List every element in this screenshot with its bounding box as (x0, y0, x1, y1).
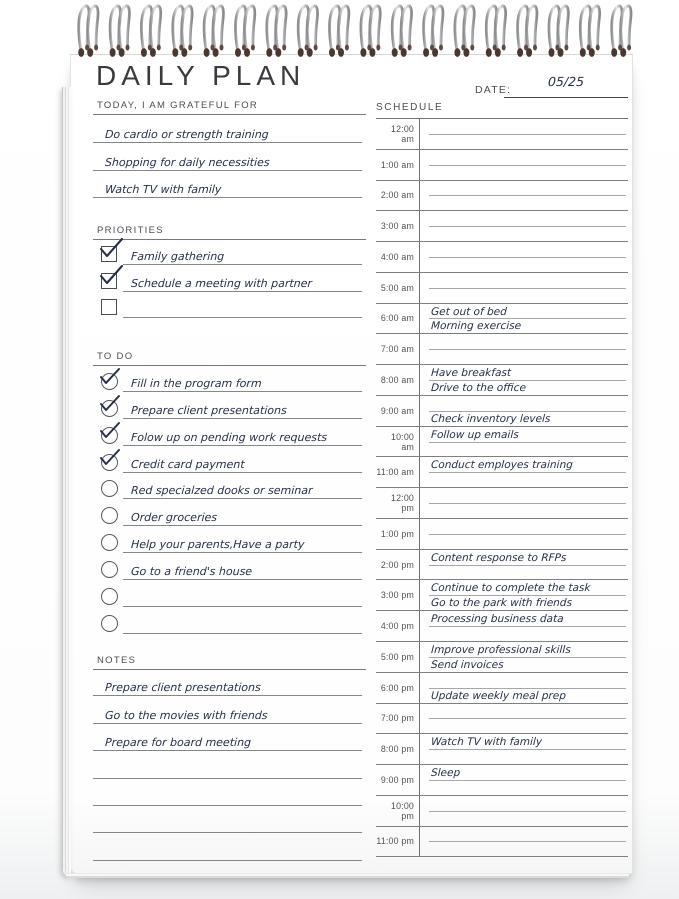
writing-line (93, 860, 362, 861)
slot-mid-line (429, 226, 626, 227)
slot-mid-line (429, 718, 626, 719)
time-label: 2:00 am (380, 190, 414, 201)
notes-line (93, 751, 362, 778)
priority-item (93, 265, 362, 291)
notes-line (93, 806, 362, 833)
todo-item (93, 607, 362, 634)
todo-circle (101, 588, 118, 605)
slot-mid-line (429, 134, 626, 135)
time-label: 4:00 am (380, 251, 414, 262)
handwritten-text: Folow up on pending work requests (130, 430, 328, 444)
checkbox (101, 273, 117, 289)
schedule-slot (376, 181, 628, 212)
slot-mid-line (429, 749, 626, 750)
time-label: 6:00 am (380, 313, 414, 324)
time-label: 5:00 pm (380, 651, 414, 662)
schedule-slot (376, 334, 628, 365)
slot-mid-line (429, 811, 626, 812)
slot-mid-line (429, 165, 626, 166)
slot-entry-1: Processing business data (430, 613, 564, 626)
slot-entry-2: Drive to the office (430, 381, 527, 394)
notes-line (93, 724, 362, 751)
handwritten-text: Prepare client presentations (104, 681, 262, 695)
priorities-list (93, 239, 362, 318)
grateful-list (93, 116, 362, 198)
slot-mid-line (429, 442, 626, 443)
slot-mid-line (429, 688, 626, 689)
checkbox (101, 299, 117, 315)
slot-mid-line (429, 841, 626, 842)
slot-mid-line (429, 472, 626, 473)
schedule-slot (376, 519, 628, 550)
handwritten-text: Fill in the program form (130, 376, 262, 390)
schedule-slot (376, 611, 628, 642)
todo-circle (101, 400, 118, 417)
writing-line (93, 197, 362, 198)
schedule-slot (376, 396, 628, 427)
time-label: 9:00 pm (380, 774, 414, 785)
slot-entry-1: Content response to RFPs (430, 551, 567, 564)
section-header-priorities: PRIORITIES (93, 225, 366, 240)
grateful-line (93, 143, 362, 170)
notes-line (93, 833, 362, 860)
schedule-slot (376, 488, 628, 519)
slot-mid-line (429, 380, 626, 381)
schedule-slot (376, 765, 628, 796)
time-label: 10:00 am (390, 431, 414, 452)
time-label: 2:00 pm (380, 559, 414, 570)
todo-circle (101, 373, 118, 390)
section-header-notes: NOTES (93, 655, 366, 670)
todo-circle (101, 507, 118, 524)
slot-mid-line (429, 288, 626, 289)
todo-item (93, 499, 362, 526)
schedule-slot (376, 704, 628, 735)
todo-item (93, 553, 362, 580)
todo-item (93, 580, 362, 607)
schedule-slot (376, 427, 628, 458)
schedule-slot (376, 211, 628, 242)
time-label: 12:00 pm (390, 493, 414, 514)
grateful-line (93, 116, 362, 143)
section-header-todo: TO DO (93, 351, 366, 366)
date-value: 05/25 (547, 74, 585, 89)
slot-entry-1: Watch TV with family (430, 736, 543, 749)
schedule-slot (376, 304, 628, 335)
time-label: 8:00 am (380, 375, 414, 385)
schedule-slot (376, 580, 628, 611)
slot-mid-line (429, 503, 626, 504)
slot-mid-line (429, 565, 626, 566)
grateful-line (93, 171, 362, 198)
slot-entry-1: Follow up emails (430, 428, 520, 441)
notes-line (93, 779, 362, 806)
handwritten-text: Shopping for daily necessities (104, 155, 270, 169)
todo-item (93, 473, 362, 500)
todo-item (93, 392, 362, 419)
time-label: 5:00 am (380, 282, 414, 293)
time-label: 3:00 am (380, 221, 414, 232)
handwritten-text: Order groceries (130, 511, 218, 525)
slot-mid-line (429, 780, 626, 781)
time-label: 7:00 pm (380, 713, 414, 724)
todo-list (93, 365, 362, 634)
time-label: 12:00 am (390, 123, 414, 144)
priority-item (93, 292, 362, 318)
schedule-slot (376, 273, 628, 304)
time-label: 3:00 pm (380, 590, 414, 601)
slot-entry-1: Have breakfast (430, 367, 512, 380)
time-label: 7:00 am (380, 344, 414, 355)
slot-mid-line (429, 626, 626, 627)
schedule-slot (376, 457, 628, 488)
schedule-slot (376, 796, 628, 827)
todo-item (93, 419, 362, 446)
slot-mid-line (429, 411, 626, 412)
todo-circle (101, 615, 118, 632)
slot-entry-2: Send invoices (430, 658, 504, 671)
todo-circle (101, 454, 118, 471)
priority-item (93, 239, 362, 265)
page-title: DAILY PLAN (96, 60, 306, 91)
slot-entry-1: Sleep (430, 767, 461, 780)
handwritten-text: Red specialzed dooks or seminar (130, 484, 313, 498)
slot-entry-2: Check inventory levels (430, 412, 551, 425)
time-label: 6:00 pm (380, 682, 414, 693)
time-label: 11:00 pm (376, 836, 414, 847)
slot-mid-line (429, 534, 626, 535)
todo-circle (101, 480, 118, 497)
slot-mid-line (429, 349, 626, 350)
handwritten-text: Do cardio or strength training (104, 128, 270, 142)
todo-circle (101, 561, 118, 578)
handwritten-text: Schedule a meeting with partner (130, 276, 313, 290)
slot-entry-2: Update weekly meal prep (430, 689, 567, 702)
notes-list (93, 669, 362, 861)
time-label: 8:00 pm (380, 744, 414, 755)
slot-mid-line (429, 195, 626, 196)
handwritten-text: Prepare client presentations (130, 403, 288, 417)
section-header-grateful: TODAY, I AM GRATEFUL FOR (93, 100, 366, 115)
slot-entry-2: Go to the park with friends (430, 597, 573, 610)
notepad-page (70, 54, 633, 874)
slot-entry-1: Get out of bed (430, 305, 508, 318)
todo-item (93, 365, 362, 392)
checkbox (101, 246, 117, 262)
slot-entry-1: Continue to complete the task (430, 582, 591, 595)
time-label: 10:00 pm (390, 800, 414, 821)
schedule-slot (376, 827, 628, 858)
slot-entry-1: Conduct employes training (430, 459, 574, 472)
time-label: 1:00 am (380, 159, 414, 170)
spiral-binding (0, 0, 679, 62)
schedule-slot (376, 550, 628, 581)
slot-entry-1: Improve professional skills (430, 644, 572, 657)
writing-line (123, 633, 362, 634)
notes-line (93, 696, 362, 723)
time-label: 4:00 pm (380, 621, 414, 632)
handwritten-text: Watch TV with family (104, 182, 222, 196)
handwritten-text: Help your parents,Have a party (130, 538, 305, 552)
section-header-schedule: SCHEDULE (376, 102, 444, 113)
handwritten-text: Go to the movies with friends (104, 708, 268, 722)
schedule-slot (376, 242, 628, 273)
notes-line (93, 669, 362, 696)
time-label: 11:00 am (376, 467, 414, 478)
time-label: 9:00 am (380, 405, 414, 416)
handwritten-text: Family gathering (130, 250, 225, 264)
date-line (504, 97, 628, 98)
schedule-grid (376, 118, 628, 857)
schedule-slot (376, 119, 628, 150)
slot-mid-line (429, 657, 626, 658)
schedule-slot (376, 150, 628, 181)
handwritten-text: Credit card payment (130, 457, 245, 471)
schedule-slot (376, 673, 628, 704)
time-label: 1:00 pm (380, 528, 414, 539)
todo-item (93, 526, 362, 553)
slot-entry-2: Morning exercise (430, 320, 522, 333)
writing-line (123, 317, 362, 318)
date-label: DATE: (475, 84, 512, 96)
handwritten-text: Prepare for board meeting (104, 736, 252, 750)
schedule-slot (376, 365, 628, 396)
schedule-slot (376, 642, 628, 673)
todo-circle (101, 534, 118, 551)
slot-mid-line (429, 257, 626, 258)
todo-item (93, 446, 362, 473)
todo-circle (101, 427, 118, 444)
schedule-slot (376, 734, 628, 765)
handwritten-text: Go to a friend's house (130, 565, 253, 579)
